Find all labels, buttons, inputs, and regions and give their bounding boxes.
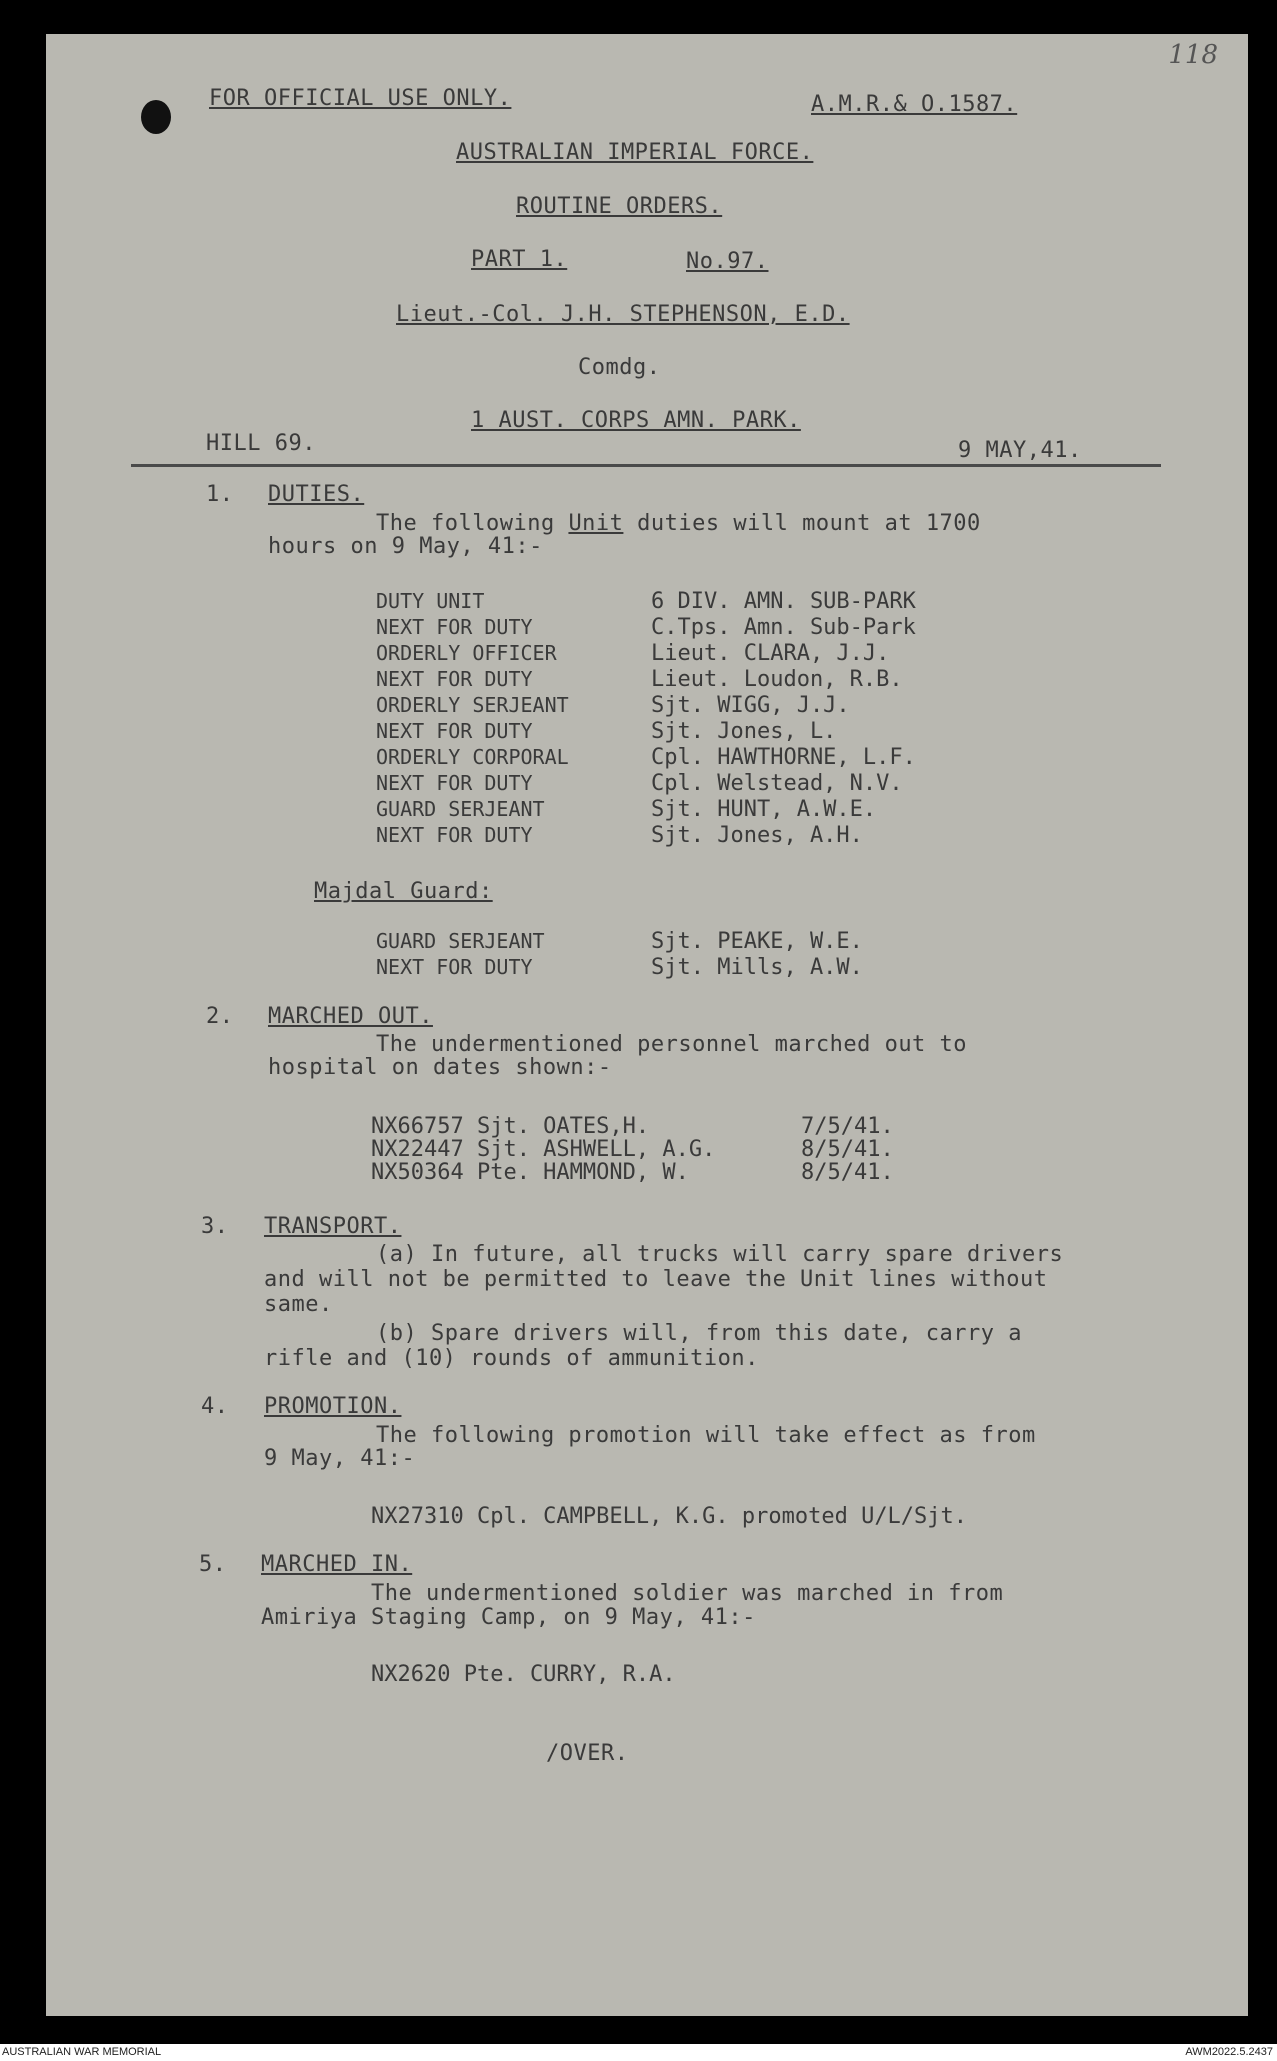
- archive-reference: AWM2022.5.2437: [1185, 2046, 1273, 2058]
- force-title: AUSTRALIAN IMPERIAL FORCE.: [456, 140, 814, 165]
- section-5-title: MARCHED IN.: [261, 1552, 413, 1577]
- document-type: ROUTINE ORDERS.: [516, 194, 723, 219]
- security-classification: FOR OFFICIAL USE ONLY.: [209, 86, 512, 111]
- section-2-title: MARCHED OUT.: [268, 1004, 433, 1029]
- section-4-number: 4.: [201, 1394, 229, 1419]
- section-4-title: PROMOTION.: [264, 1394, 402, 1419]
- section-2-line1: The undermentioned personnel marched out to: [376, 1032, 968, 1057]
- section-3-a-line3: same.: [264, 1292, 333, 1317]
- marched-out-date: 7/5/41.: [801, 1114, 894, 1139]
- marched-out-person: NX66757 Sjt. OATES,H.: [371, 1114, 650, 1139]
- over-note: /OVER.: [546, 1741, 629, 1766]
- section-5-number: 5.: [199, 1552, 227, 1577]
- section-5-line1: The undermentioned soldier was marched in from: [371, 1581, 1004, 1606]
- archive-name: AUSTRALIAN WAR MEMORIAL: [2, 2046, 162, 2058]
- guard-title: Majdal Guard:: [314, 879, 493, 904]
- section-3-b-line2: rifle and (10) rounds of ammunition.: [264, 1346, 759, 1371]
- archive-footer: [0, 2044, 1277, 2061]
- section-3-a-line1: (a) In future, all trucks will carry spare drivers: [376, 1242, 1064, 1267]
- section-1-intro: The following Unit duties will mount at 1700: [376, 511, 981, 536]
- order-date: 9 MAY,41.: [958, 438, 1082, 463]
- section-4-line2: 9 May, 41:-: [264, 1446, 416, 1471]
- marched-out-date: 8/5/41.: [801, 1137, 894, 1162]
- section-5-line2: Amiriya Staging Camp, on 9 May, 41:-: [261, 1605, 756, 1630]
- promotion-entry: NX27310 Cpl. CAMPBELL, K.G. promoted U/L/Sjt.: [371, 1504, 968, 1529]
- marched-out-person: NX22447 Sjt. ASHWELL, A.G.: [371, 1137, 716, 1162]
- section-3-number: 3.: [201, 1214, 229, 1239]
- section-3-a-line2: and will not be permitted to leave the Unit lines without: [264, 1267, 1048, 1292]
- handwritten-page-number: 118: [1168, 40, 1218, 70]
- comdg-label: Comdg.: [578, 355, 661, 380]
- section-3-b-line1: (b) Spare drivers will, from this date, carry a: [376, 1321, 1023, 1346]
- reference-number: A.M.R.& O.1587.: [811, 92, 1018, 117]
- section-1-number: 1.: [206, 482, 234, 507]
- marched-out-date: 8/5/41.: [801, 1160, 894, 1185]
- part-label: PART 1.: [471, 247, 568, 272]
- marched-in-entry: NX2620 Pte. CURRY, R.A.: [371, 1662, 676, 1687]
- marched-out-person: NX50364 Pte. HAMMOND, W.: [371, 1160, 689, 1185]
- header-rule: [131, 464, 1161, 467]
- section-2-line2: hospital on dates shown:-: [268, 1055, 612, 1080]
- section-2-number: 2.: [206, 1004, 234, 1029]
- order-number: No.97.: [686, 249, 769, 274]
- section-1-intro-line2: hours on 9 May, 41:-: [268, 534, 543, 559]
- unit-name: 1 AUST. CORPS AMN. PARK.: [471, 408, 801, 433]
- commander-name: Lieut.-Col. J.H. STEPHENSON, E.D.: [396, 302, 850, 327]
- section-1-title: DUTIES.: [268, 482, 365, 507]
- location: HILL 69.: [206, 431, 316, 456]
- section-4-line1: The following promotion will take effect as from: [376, 1423, 1036, 1448]
- document-page: 118 FOR OFFICIAL USE ONLY. A.M.R.& O.1587. AUSTRALIAN IMPERIAL FORCE. ROUTINE ORDERS. PART 1. No.97. Lieut.-Col. J.H. STEPHENSON, E.D. Comdg. 1 AUST. CORPS AMN. PARK. HILL 69. 9 MAY,41. 1. DUTIES. The following Unit duties will mount at 1700 hours on 9 May, 41:- DUTY UNIT 6 DIV. AMN. SUB-PARK NEXT FOR DUTY C.Tps. Amn. Sub-Park ORDERLY OFFICER Lieut. CLARA, J.J. NEXT FOR DUTY Lieut. Loudon, R.B. ORDERLY SERJEANT Sjt. WIGG, J.J. NEXT FOR DUTY Sjt. Jones, L. ORDERLY CORPORAL Cpl. HAWTHORNE, L.F. NEXT FOR DUTY Cpl. Welstead, N.V. GUARD SERJEANT Sjt. HUNT, A.W.E. NEXT FOR DUTY Sjt. Jones, A.H. Majdal Guard: GUARD SERJEANT Sjt. PEAKE, W.E. NEXT FOR DUTY Sjt. Mills, A.W. 2. MARCHED OUT. The undermentioned personnel marched out to hospital on dates shown:- NX66757 Sjt. OATES,H. 7/5/41. NX22447 Sjt. ASHWELL, A.G. 8/5/41. NX50364 Pte. HAMMOND, W. 8/5/41. 3. TRANSPORT. (a) In future, all trucks will carry spare drivers and will not be permitted to leave the Unit lines without same. (b) Spare drivers will, from this date, carry a rifle and (10) rounds of ammunition. 4. PROMOTION. The following promotion will take effect as from 9 May, 41:- NX27310 Cpl. CAMPBELL, K.G. promoted U/L/Sjt. 5. MARCHED IN. The undermentioned soldier was marched in from Amiriya Staging Camp, on 9 May, 41:- NX2620 Pte. CURRY, R.A. /OVER.: [46, 34, 1248, 2016]
- punch-hole: [141, 100, 171, 134]
- section-3-title: TRANSPORT.: [264, 1214, 402, 1239]
